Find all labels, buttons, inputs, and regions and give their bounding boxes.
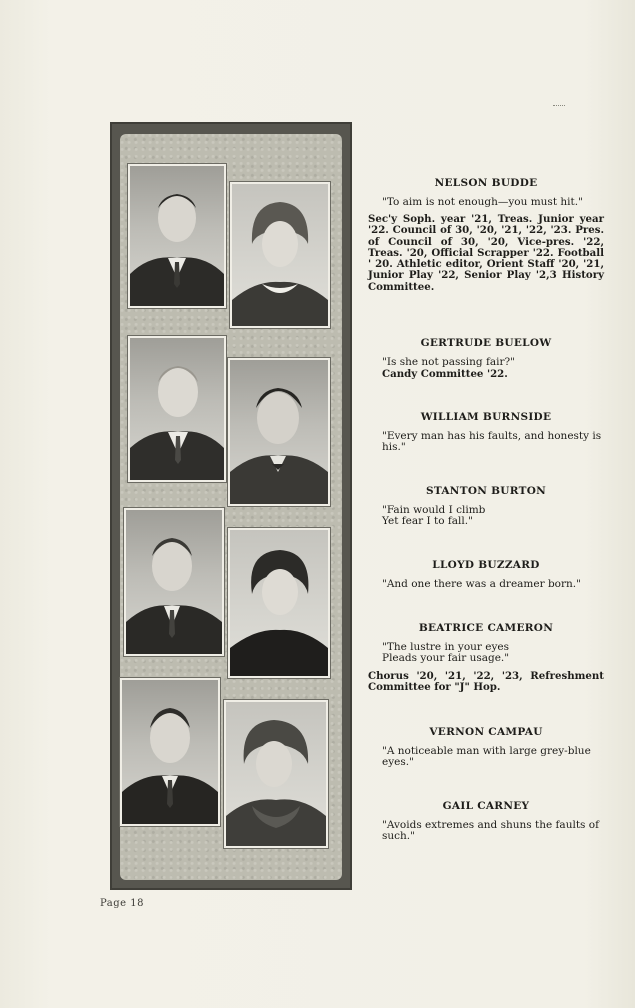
- portrait-gertrude-buelow: [230, 182, 330, 328]
- student-quote: "Is she not passing fair?": [382, 355, 515, 368]
- student-name: GAIL CARNEY: [442, 800, 530, 812]
- student-quote-line: Pleads your fair usage.": [382, 652, 510, 664]
- bio-entry: [368, 623, 604, 693]
- bio-entry: [368, 727, 604, 775]
- student-quote-line: "Fain would I climb: [382, 503, 486, 516]
- female-portrait-graphic: [230, 530, 328, 676]
- student-name: WILLIAM BURNSIDE: [420, 411, 552, 423]
- portrait-nelson-budde: [128, 164, 226, 308]
- male-portrait-graphic: [230, 360, 328, 504]
- student-name: GERTRUDE BUELOW: [420, 337, 552, 349]
- male-portrait-graphic: [122, 680, 218, 824]
- student-quote: "Every man has his faults, and honesty is his.": [382, 429, 602, 453]
- print-speck: [553, 105, 565, 108]
- portrait-stanton-burton: [228, 358, 330, 506]
- portrait-panel: [110, 122, 352, 890]
- bio-entry: [368, 178, 604, 293]
- student-name: NELSON BUDDE: [434, 177, 538, 189]
- student-quote: "Avoids extremes and shuns the faults of such.": [382, 818, 599, 842]
- male-portrait-graphic: [130, 338, 224, 480]
- student-quote: "To aim is not enough—you must hit.": [382, 195, 583, 208]
- portrait-gail-carney: [224, 700, 328, 848]
- bio-entry: [368, 412, 604, 460]
- bio-entry: [368, 560, 604, 596]
- student-quote: "A noticeable man with large grey-blue eyes.": [382, 744, 591, 768]
- portrait-lloyd-buzzard: [124, 508, 224, 656]
- male-portrait-graphic: [130, 166, 224, 306]
- student-activities: Candy Committee '22.: [382, 368, 508, 380]
- student-activities: Sec'y Soph. year '21, Treas. Junior year '22. Council of 30, '20, '21, '22, '23. Pres. of Council of 30, '20, Vice-pres. '22, Treas. '20, Official Scrapper '22. Football ' 20. Athletic editor, Orient Staff '20, '21, Junior Play '22, Senior Play '2,3 History Committee.: [368, 213, 604, 293]
- bio-entry: [368, 486, 604, 534]
- student-quote: "And one there was a dreamer born.": [382, 577, 581, 590]
- student-name: STANTON BURTON: [425, 485, 547, 497]
- student-activities: Chorus '20, '21, '22, '23, Refreshment Committee for "J" Hop.: [368, 669, 604, 693]
- page-number: Page 18: [100, 898, 144, 909]
- bio-entry: [368, 801, 604, 849]
- student-quote-line: Yet fear I to fall.": [382, 515, 473, 527]
- portrait-vernon-campau: [120, 678, 220, 826]
- portrait-william-burnside: [128, 336, 226, 482]
- student-name: BEATRICE CAMERON: [418, 622, 554, 634]
- male-portrait-graphic: [126, 510, 222, 654]
- student-name: LLOYD BUZZARD: [432, 559, 540, 571]
- bio-entry: [368, 338, 604, 380]
- portrait-beatrice-cameron: [228, 528, 330, 678]
- female-portrait-graphic: [232, 184, 328, 326]
- student-name: VERNON CAMPAU: [429, 726, 543, 738]
- female-portrait-graphic: [226, 702, 326, 846]
- student-quote-line: "The lustre in your eyes: [382, 640, 510, 653]
